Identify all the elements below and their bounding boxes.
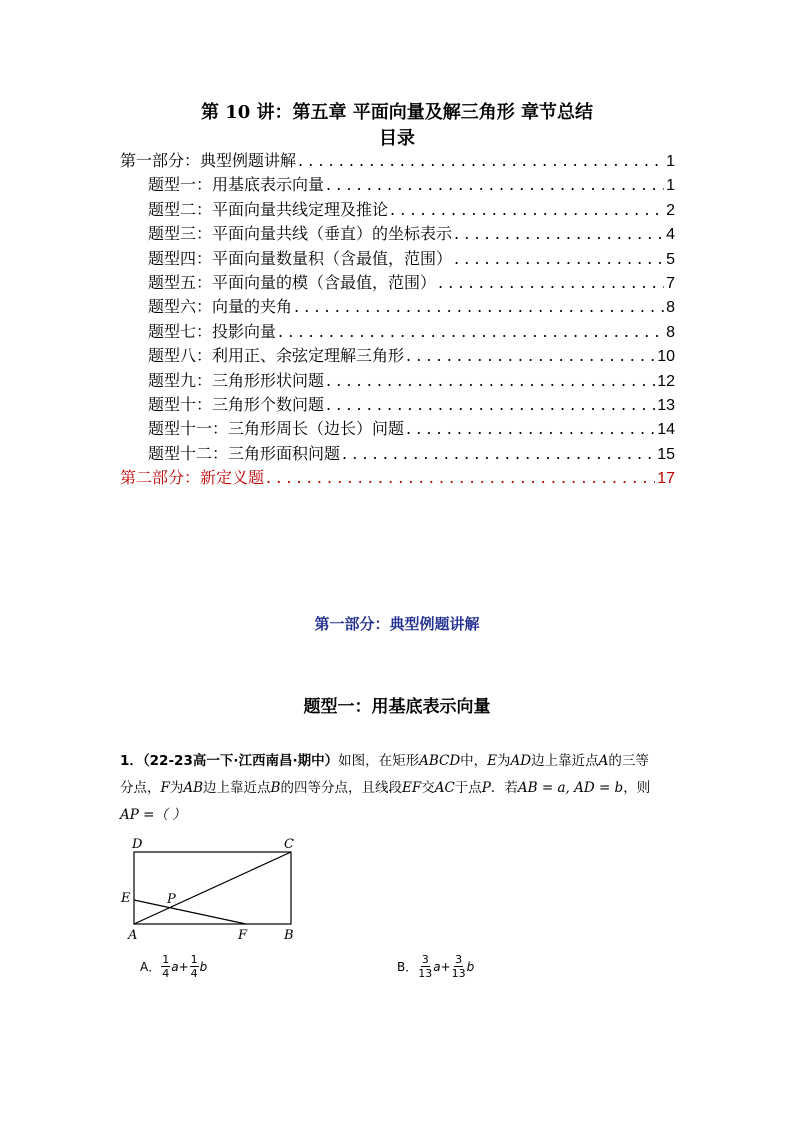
toc-leader-dots bbox=[326, 395, 655, 414]
toc-entry-label: 题型十：三角形个数问题 bbox=[148, 394, 325, 414]
question-fragment: 的四等分点，且线段 bbox=[280, 780, 402, 796]
toc-leader-dots bbox=[266, 468, 655, 487]
plus-sign: + bbox=[440, 959, 451, 974]
choice-b[interactable] bbox=[397, 953, 474, 980]
question-line-2 bbox=[120, 775, 680, 802]
label-p: P bbox=[167, 892, 176, 907]
label-a: A bbox=[128, 928, 138, 943]
label-b: B bbox=[284, 928, 294, 943]
label-e: E bbox=[121, 891, 131, 906]
toc-entry-label: 第一部分：典型例题讲解 bbox=[120, 151, 297, 170]
vector-a: a bbox=[433, 959, 441, 974]
toc-entry[interactable] bbox=[120, 197, 675, 221]
choice-a[interactable] bbox=[140, 953, 207, 980]
rectangle-diagram bbox=[112, 832, 312, 947]
math-f: F bbox=[160, 780, 170, 796]
fraction bbox=[190, 953, 199, 980]
question-fragment: 分点， bbox=[120, 780, 161, 796]
document-title: 第 10 讲：第五章 平面向量及解三角形 章节总结 bbox=[200, 102, 594, 123]
numerator: 3 bbox=[455, 953, 463, 966]
math-condition: AB = a, AD = b bbox=[517, 780, 624, 796]
math-e: E bbox=[487, 753, 498, 769]
denominator: 4 bbox=[162, 967, 170, 980]
toc-entry-label: 题型二：平面向量共线定理及推论 bbox=[148, 199, 389, 219]
question-fragment: 的三等 bbox=[608, 753, 649, 769]
label-d: D bbox=[132, 837, 143, 852]
toc-entry-page: 1 bbox=[666, 153, 675, 170]
toc-entry-label: 题型十二：三角形面积问题 bbox=[148, 443, 341, 463]
toc-entry[interactable] bbox=[120, 270, 675, 294]
toc-entry[interactable] bbox=[120, 343, 675, 367]
fraction bbox=[161, 953, 170, 980]
toc-leader-dots bbox=[454, 249, 664, 268]
toc-leader-dots bbox=[326, 175, 664, 194]
toc-entry[interactable] bbox=[120, 465, 675, 489]
toc-entry-label: 题型六：向量的夹角 bbox=[148, 297, 293, 317]
math-ab: AB bbox=[183, 780, 204, 796]
label-c: C bbox=[284, 837, 294, 852]
toc-entry-page: 5 bbox=[666, 250, 675, 268]
toc-entry-label: 题型四：平面向量数量积（含最值，范围） bbox=[148, 248, 453, 268]
toc-entry[interactable] bbox=[120, 246, 675, 270]
toc-entry-page: 7 bbox=[666, 274, 675, 292]
toc-leader-dots bbox=[294, 297, 664, 316]
math-ap-blank: AP =（ ） bbox=[120, 807, 186, 823]
toc-entry-label: 题型八：利用正、余弦定理解三角形 bbox=[148, 346, 405, 366]
choice-letter: A． bbox=[140, 960, 161, 974]
question-source: （22-23高一下·江西南昌·期中） bbox=[142, 753, 339, 769]
math-abcd: ABCD bbox=[419, 753, 461, 769]
toc-leader-dots bbox=[342, 444, 655, 463]
numerator: 1 bbox=[162, 953, 170, 966]
question-line-1 bbox=[120, 748, 680, 775]
toc-entry[interactable] bbox=[120, 441, 675, 465]
toc-leader-dots bbox=[326, 371, 655, 390]
toc-entry-label: 题型一：用基底表示向量 bbox=[148, 175, 325, 195]
toc-entry[interactable] bbox=[120, 319, 675, 343]
question-fragment: ，则 bbox=[623, 780, 651, 796]
type-heading: 题型一：用基底表示向量 bbox=[303, 697, 491, 717]
vector-b: b bbox=[466, 959, 475, 974]
math-a: A bbox=[598, 753, 609, 769]
toc-entry[interactable] bbox=[120, 172, 675, 196]
numerator: 3 bbox=[421, 953, 429, 966]
question-fragment: ．若 bbox=[490, 780, 518, 796]
denominator: 13 bbox=[451, 967, 466, 980]
denominator: 4 bbox=[190, 967, 198, 980]
label-f: F bbox=[238, 928, 248, 943]
segment-ac bbox=[134, 852, 291, 924]
numerator: 1 bbox=[190, 953, 198, 966]
question-line-3 bbox=[120, 802, 680, 829]
toc-leader-dots bbox=[406, 419, 655, 438]
toc-leader-dots bbox=[438, 273, 664, 292]
toc-entry-page: 15 bbox=[657, 445, 675, 463]
math-ac: AC bbox=[434, 780, 455, 796]
question-fragment: 交 bbox=[421, 780, 435, 796]
toc-entry[interactable] bbox=[120, 368, 675, 392]
math-p: P bbox=[481, 780, 491, 796]
toc-leader-dots bbox=[406, 346, 655, 365]
question-fragment: 边上靠近点 bbox=[531, 753, 599, 769]
section-heading: 第一部分：典型例题讲解 bbox=[314, 615, 480, 633]
choice-letter: B． bbox=[397, 960, 418, 974]
toc-entry[interactable] bbox=[120, 294, 675, 318]
math-ef: EF bbox=[401, 780, 422, 796]
question-fragment: 如图，在矩形 bbox=[338, 753, 420, 769]
plus-sign: + bbox=[178, 959, 189, 974]
question-number: 1． bbox=[120, 753, 143, 769]
toc-entry-page: 13 bbox=[657, 396, 675, 414]
denominator: 13 bbox=[418, 967, 433, 980]
toc-entry-page: 17 bbox=[657, 470, 675, 488]
toc-entry-page: 1 bbox=[666, 177, 675, 195]
vector-b: b bbox=[199, 959, 208, 974]
toc-entry-page: 8 bbox=[666, 299, 675, 317]
toc-entry-label: 第二部分：新定义题 bbox=[120, 468, 265, 488]
toc-entry[interactable] bbox=[120, 416, 675, 440]
question-fragment: 为 bbox=[169, 780, 184, 796]
toc-entry-label: 题型九：三角形形状问题 bbox=[148, 370, 325, 390]
toc-entry-page: 10 bbox=[657, 348, 675, 366]
toc-entry-page: 4 bbox=[666, 226, 675, 244]
toc-entry-page: 12 bbox=[657, 372, 675, 390]
toc-entry-label: 题型十一：三角形周长（边长）问题 bbox=[148, 419, 405, 439]
question-fragment: 为 bbox=[497, 753, 511, 769]
table-of-contents bbox=[120, 148, 675, 489]
toc-entry-label: 题型三：平面向量共线（垂直）的坐标表示 bbox=[148, 224, 453, 244]
toc-entry[interactable] bbox=[120, 148, 675, 172]
question-text bbox=[120, 748, 680, 829]
toc-leader-dots bbox=[454, 224, 664, 243]
toc-entry-page: 2 bbox=[666, 201, 675, 219]
fraction bbox=[418, 953, 432, 980]
toc-leader-dots bbox=[278, 322, 664, 341]
math-ad: AD bbox=[510, 753, 532, 769]
toc-entry-page: 8 bbox=[666, 323, 675, 341]
vector-a: a bbox=[171, 959, 179, 974]
toc-entry-page: 14 bbox=[657, 421, 675, 439]
toc-leader-dots bbox=[298, 151, 664, 170]
segment-ef bbox=[134, 900, 246, 924]
math-b: B bbox=[270, 780, 281, 796]
toc-heading: 目录 bbox=[379, 128, 415, 149]
fraction bbox=[452, 953, 466, 980]
question-fragment: 于点 bbox=[454, 780, 482, 796]
toc-entry[interactable] bbox=[120, 392, 675, 416]
question-fragment: 边上靠近点 bbox=[203, 780, 271, 796]
toc-leader-dots bbox=[390, 200, 664, 219]
toc-entry[interactable] bbox=[120, 221, 675, 245]
toc-entry-label: 题型五：平面向量的模（含最值，范围） bbox=[148, 272, 437, 292]
question-fragment: 中， bbox=[460, 753, 488, 769]
toc-entry-label: 题型七：投影向量 bbox=[148, 321, 277, 341]
